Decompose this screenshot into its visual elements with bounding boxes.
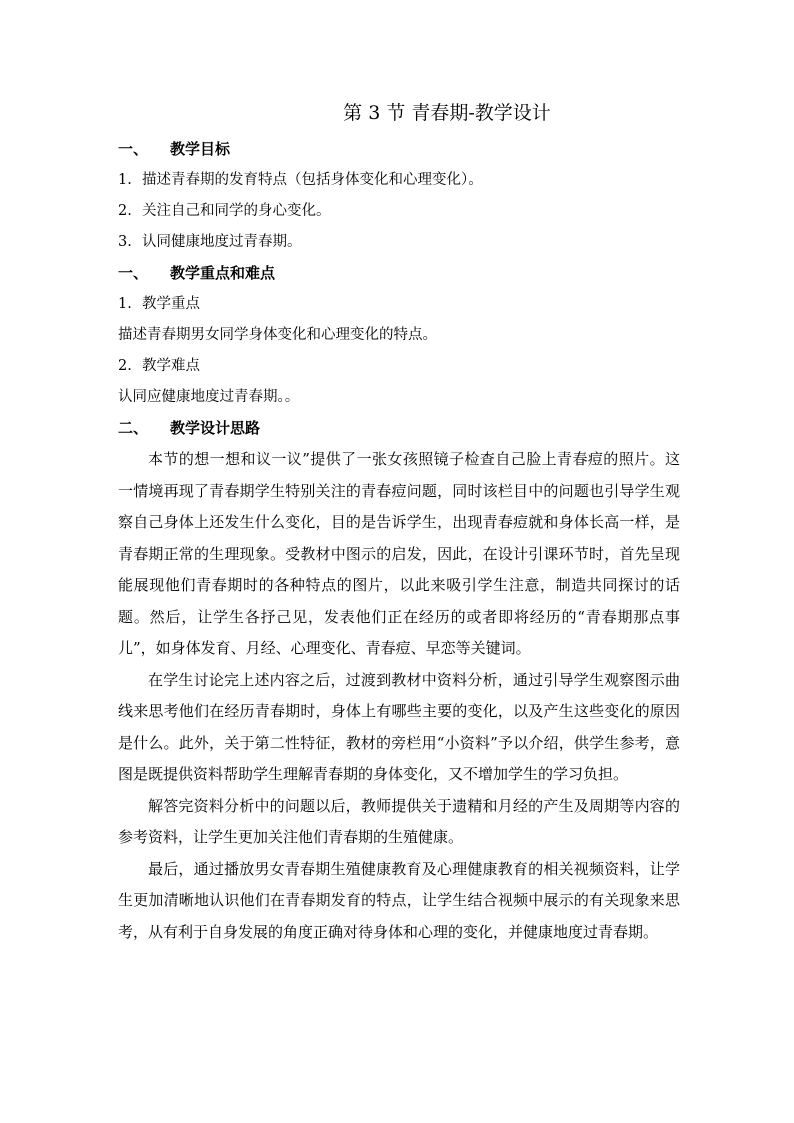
- section-heading-key-points: [118, 258, 680, 289]
- list-item: [118, 196, 680, 227]
- subsection-text-key-point: 描述青春期男女同学身体变化和心理变化的特点。: [118, 327, 437, 343]
- subsection-label-text: 教学重点: [142, 296, 200, 312]
- section-heading-text: 教学重点和难点: [170, 264, 276, 282]
- document-page: [118, 96, 680, 948]
- list-item-number: 2.: [118, 358, 132, 374]
- section-heading-objectives: [118, 134, 680, 165]
- section-number: 一、: [118, 140, 149, 158]
- subsection-label-key-point: [118, 289, 680, 320]
- list-item: [118, 165, 680, 196]
- list-item-text: 认同健康地度过青春期。: [142, 234, 302, 250]
- section-number: 一、: [118, 264, 149, 282]
- subsection-label-difficulty: [118, 351, 680, 382]
- body-paragraph: 在学生讨论完上述内容之后，过渡到教材中资料分析，通过引导学生观察图示曲线来思考他们在经历青春期时，身体上有哪些主要的变化，以及产生这些变化的原因是什么。此外，关于第二性特征，教材的旁栏用“小资料”予以介绍，供学生参考，意图是既提供资料帮助学生理解青春期的身体变化，又不增加学生的学习负担。: [118, 670, 680, 783]
- page-title: 第 3 节 青春期-教学设计: [343, 102, 551, 124]
- subsection-label-text: 教学难点: [142, 358, 200, 374]
- list-item-number: 1.: [118, 172, 132, 188]
- section-heading-design-ideas: [118, 413, 680, 444]
- subsection-text-difficulty: 认同应健康地度过青春期。。: [118, 389, 300, 405]
- body-paragraph: 解答完资料分析中的问题以后，教师提供关于遗精和月经的产生及周期等内容的参考资料，让学生更加关注他们青春期的生殖健康。: [118, 796, 680, 846]
- section-number: 二、: [118, 419, 149, 437]
- list-item: [118, 227, 680, 258]
- list-item-number: 2.: [118, 203, 132, 219]
- section-heading-text: 教学设计思路: [170, 419, 261, 437]
- body-paragraph: 本节的想一想和议一议”提供了一张女孩照镜子检查自己脸上青春痘的照片。这一情境再现了青春期学生特别关注的青春痘问题，同时该栏目中的问题也引导学生观察自己身体上还发生什么变化，目的是告诉学生，出现青春痘就和身体长高一样，是青春期正常的生理现象。受教材中图示的启发，因此，在设计引课环节时，首先呈现能展现他们青春期时的各种特点的图片，以此来吸引学生注意，制造共同探讨的话题。然后，让学生各抒己见，发表他们正在经历的或者即将经历的“青春期那点事儿”，如身体发育、月经、心理变化、青春痘、早恋等关键词。: [118, 450, 680, 657]
- body-paragraph: 最后，通过播放男女青春期生殖健康教育及心理健康教育的相关视频资料，让学生更加清晰地认识他们在青春期发育的特点，让学生结合视频中展示的有关现象来思考，从有利于自身发展的角度正确对待身体和心理的变化，并健康地度过青春期。: [118, 859, 680, 941]
- list-item-text: 关注自己和同学的身心变化。: [142, 203, 331, 219]
- section-heading-text: 教学目标: [170, 140, 231, 158]
- list-item-number: 1.: [118, 296, 132, 312]
- list-item-text: 描述青春期的发育特点（包括身体变化和心理变化）。: [142, 172, 483, 188]
- list-item-number: 3.: [118, 234, 132, 250]
